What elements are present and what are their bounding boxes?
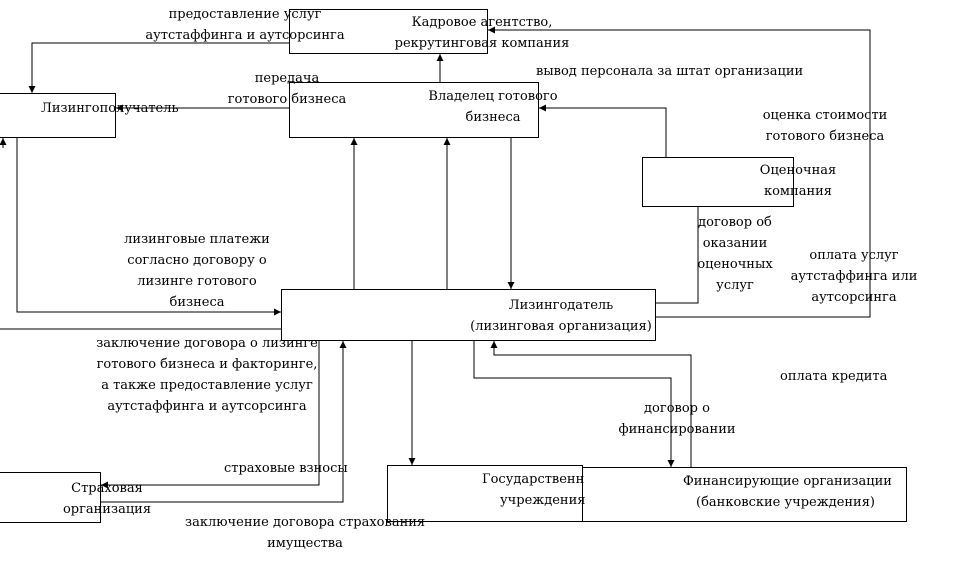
hr-agency-label: Кадровое агентство, рекрутинговая компания — [394, 15, 570, 51]
financing-label: Финансирующие организации (банковские учреждения) — [683, 474, 892, 510]
label-insurance-premiums: страховые взносы — [224, 461, 348, 476]
business-owner-label: Владелец готового бизнеса — [428, 89, 558, 125]
label-loan-payment: оплата кредита — [780, 369, 888, 384]
label-staff-withdrawal: вывод персонала за штат организации — [536, 64, 804, 79]
label-business-transfer: передача готового бизнеса — [227, 71, 347, 107]
label-lease-payments: лизинговые платежи согласно договору о лизинге готового бизнеса — [124, 232, 270, 310]
lessor-label: Лизингодатель (лизинговая организация) — [470, 298, 652, 334]
label-appraisal-contract: договор об оказании оценочных услуг — [697, 215, 773, 293]
label-property-insurance: заключение договора страхования имущества — [185, 515, 426, 551]
label-outstaffing-payment: оплата услуг аутстаффинга или аутсорсинга — [790, 248, 918, 305]
appraiser-label: Оценочная компания — [759, 163, 837, 199]
label-valuation: оценка стоимости готового бизнеса — [762, 108, 888, 144]
insurer-label: Страховая организация — [62, 481, 152, 517]
label-financing-contract: договор о финансировании — [618, 401, 736, 437]
label-lease-contract: заключение договора о лизинге готового бизнеса и факторинге, а также предоставление услуг аутстаффинга и аутсорсинга — [96, 336, 318, 414]
label-outstaffing-services: предоставление услуг аутстаффинга и аутсорсинга — [145, 7, 345, 43]
lessee-label: Лизингополучатель — [41, 101, 179, 116]
state-label: Государственн учреждения — [482, 472, 586, 508]
